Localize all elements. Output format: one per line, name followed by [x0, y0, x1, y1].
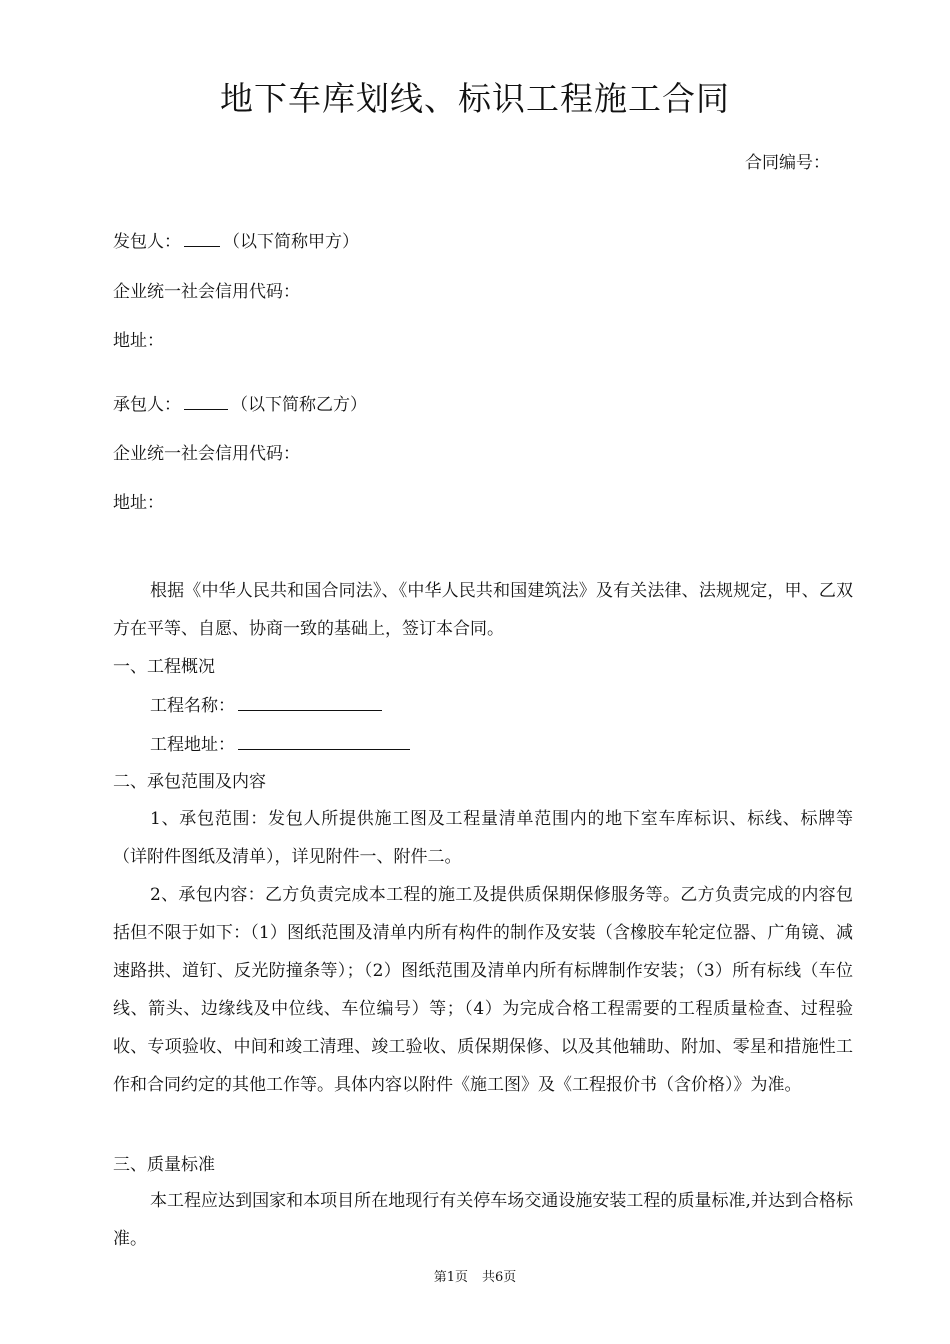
section3-heading: 三、质量标准: [113, 1155, 215, 1175]
quality-paragraph: 本工程应达到国家和本项目所在地现行有关停车场交通设施安装工程的质量标准,并达到合格标准。: [113, 1191, 853, 1249]
project-address-label: 工程地址：: [150, 735, 235, 755]
party-a-line: [113, 228, 359, 255]
party-a-label: 发包人：: [113, 232, 181, 252]
party-b-line: [113, 391, 367, 418]
page-number: 第1页: [433, 1270, 468, 1285]
party-a-name-blank: [184, 228, 220, 247]
party-a-credit-code-label: 企业统一社会信用代码：: [113, 282, 300, 302]
page-total: 共6页: [482, 1270, 517, 1285]
project-name-label: 工程名称：: [150, 696, 235, 716]
party-a-address-label: 地址：: [113, 331, 164, 351]
content-paragraph: 2、承包内容：乙方负责完成本工程的施工及提供质保期保修服务等。乙方负责完成的内容包括但不限于如下：（1）图纸范围及清单内所有构件的制作及安装（含橡胶车轮定位器、广角镜、减速路拱、道钉、反光防撞条等）；（2）图纸范围及清单内所有标牌制作安装；（3）所有标线（车位线、箭头、边缘线及中位线、车位编号）等；（4）为完成合格工程需要的工程质量检查、过程验收、专项验收、中间和竣工清理、竣工验收、质保期保修、以及其他辅助、附加、零星和措施性工作和合同约定的其他工作等。具体内容以附件《施工图》及《工程报价书（含价格）》为准。: [113, 885, 853, 1095]
preamble-paragraph: 根据《中华人民共和国合同法》、《中华人民共和国建筑法》及有关法律、法规规定，甲、乙双方在平等、自愿、协商一致的基础上，签订本合同。: [113, 581, 853, 639]
party-b-suffix: （以下简称乙方）: [231, 395, 367, 415]
project-address-blank: [238, 731, 410, 750]
page-footer: [0, 1268, 950, 1288]
section2-heading: 二、承包范围及内容: [113, 772, 266, 792]
party-b-address-label: 地址：: [113, 493, 164, 513]
project-name-blank: [238, 692, 382, 711]
scope-paragraph: 1、承包范围：发包人所提供施工图及工程量清单范围内的地下室车库标识、标线、标牌等（详附件图纸及清单），详见附件一、附件二。: [113, 809, 853, 867]
project-address-line: [150, 731, 413, 758]
document-title: 地下车库划线、标识工程施工合同: [220, 79, 730, 118]
section1-heading: 一、工程概况: [113, 657, 215, 677]
party-b-credit-code-label: 企业统一社会信用代码：: [113, 444, 300, 464]
party-b-label: 承包人：: [113, 395, 181, 415]
contract-number-label: 合同编号：: [745, 153, 830, 173]
project-name-line: [150, 692, 385, 719]
party-b-name-blank: [184, 391, 228, 410]
party-a-suffix: （以下简称甲方）: [223, 232, 359, 252]
